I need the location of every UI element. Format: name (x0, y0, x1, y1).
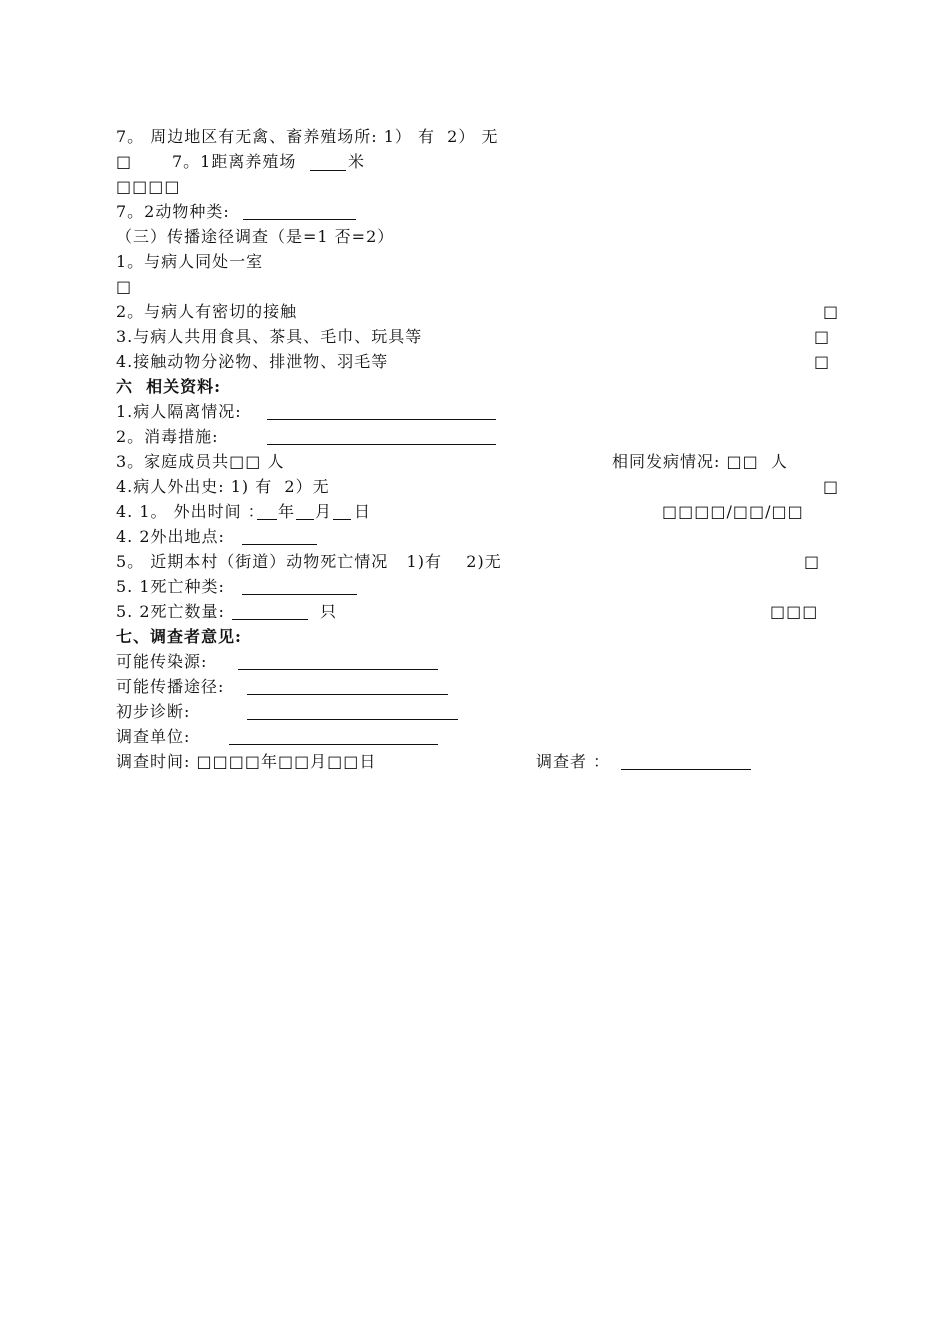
family-members: 3。家庭成员共□□ 人 (116, 452, 285, 471)
travel-year-unit: 年 (278, 502, 296, 521)
animal-death: 5。 近期本村（街道）动物死亡情况 1)有 2)无 (116, 552, 502, 571)
travel-history-box[interactable]: □ (823, 477, 840, 496)
surveyor-blank[interactable] (621, 769, 751, 770)
t4-box[interactable]: □ (814, 352, 831, 371)
q7-farm-nearby: 7。 周边地区有无禽、畜养殖场所: 1） 有 2） 无 (116, 127, 499, 146)
route-blank[interactable] (247, 694, 448, 695)
family-same-illness: 相同发病情况: □□ 人 (612, 452, 788, 471)
section-6-heading: 六 相关资料: (116, 377, 222, 396)
q7-2-animal-label: 7。2动物种类: (116, 202, 230, 221)
isolation-label: 1.病人隔离情况: (116, 402, 242, 421)
t2-close-contact: 2。与病人有密切的接触 (116, 302, 298, 321)
t3-shared-items: 3.与病人共用食具、茶具、毛巾、玩具等 (116, 327, 423, 346)
death-count-boxes[interactable]: □□□ (770, 602, 819, 621)
death-count-blank[interactable] (232, 619, 308, 620)
q7-1-distance-label: 7。1距离养殖场 (172, 152, 297, 171)
disinfection-label: 2。消毒措施: (116, 427, 219, 446)
route-label: 可能传播途径: (116, 677, 225, 696)
section-7-heading: 七、调查者意见: (116, 627, 242, 646)
q7-1-distance-blank[interactable] (310, 170, 346, 171)
source-blank[interactable] (238, 669, 438, 670)
travel-time-label: 4. 1。 外出时间 ： (116, 502, 265, 521)
death-species-label: 5. 1死亡种类: (116, 577, 225, 596)
t2-box[interactable]: □ (823, 302, 840, 321)
t1-same-room: 1。与病人同处一室 (116, 252, 264, 271)
q7-1-distance-boxes[interactable]: □□□□ (116, 177, 181, 196)
q7-1-unit: 米 (348, 152, 366, 171)
death-count-unit: 只 (320, 602, 338, 621)
section-transmission: （三）传播途径调查（是=1 否=2） (116, 227, 395, 246)
diagnosis-blank[interactable] (247, 719, 458, 720)
travel-month-unit: 月 (315, 502, 333, 521)
source-label: 可能传染源: (116, 652, 208, 671)
diagnosis-label: 初步诊断: (116, 702, 191, 721)
unit-label: 调查单位: (116, 727, 191, 746)
travel-date-boxes[interactable]: □□□□/□□/□□ (662, 502, 804, 521)
death-count-label: 5. 2死亡数量: (116, 602, 225, 621)
t3-box[interactable]: □ (814, 327, 831, 346)
travel-day-unit: 日 (354, 502, 372, 521)
survey-date: 调查时间: □□□□年□□月□□日 (116, 752, 377, 771)
death-species-blank[interactable] (242, 594, 357, 595)
travel-month-blank[interactable] (296, 519, 314, 520)
isolation-blank[interactable] (267, 419, 496, 420)
t1-box[interactable]: □ (116, 277, 133, 296)
travel-place-blank[interactable] (242, 544, 317, 545)
surveyor-label: 调查者 ： (536, 752, 611, 771)
q7-2-animal-blank[interactable] (243, 219, 356, 220)
travel-place-label: 4. 2外出地点: (116, 527, 225, 546)
animal-death-box[interactable]: □ (804, 552, 821, 571)
travel-year-blank[interactable] (257, 519, 277, 520)
disinfection-blank[interactable] (267, 444, 496, 445)
q7-answer-box[interactable]: □ (116, 152, 133, 171)
travel-day-blank[interactable] (333, 519, 351, 520)
unit-blank[interactable] (229, 744, 438, 745)
travel-history: 4.病人外出史: 1) 有 2）无 (116, 477, 330, 496)
t4-animal-contact: 4.接触动物分泌物、排泄物、羽毛等 (116, 352, 389, 371)
